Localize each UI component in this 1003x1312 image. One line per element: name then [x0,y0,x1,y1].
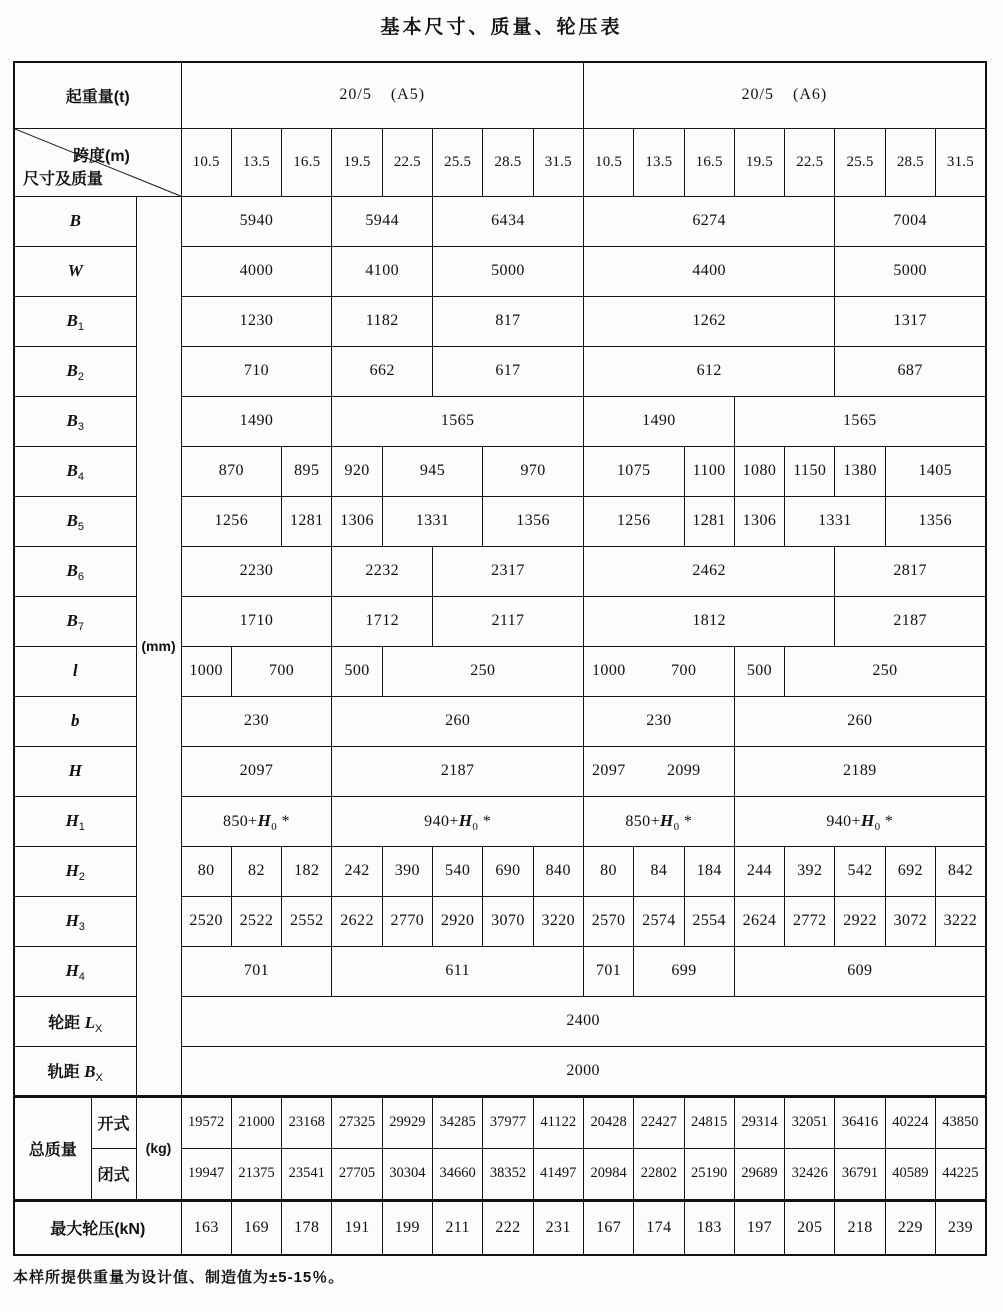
row-label: $B_5$ [14,496,136,546]
value-cell: 23168 [282,1096,332,1148]
value-cell: 2000 [181,1046,986,1096]
value-cell: 37977 [483,1096,533,1148]
value-cell: 32426 [785,1148,835,1200]
value-cell: 260 [332,696,584,746]
value-cell: 2522 [231,896,281,946]
value-cell: 2230 [181,546,332,596]
value-cell: 1565 [332,396,584,446]
value-cell: 1331 [382,496,483,546]
value-cell: 1331 [785,496,886,546]
row-label: $H_1$ [14,796,136,846]
value-cell: 390 [382,846,432,896]
value-cell: 6434 [433,196,584,246]
unit-kg-cell: (kg) [136,1096,181,1200]
value-cell: 1075 [583,446,684,496]
value-cell: $850+H_0$ * [181,796,332,846]
value-cell: 612 [583,346,834,396]
value-cell: 1712 [332,596,433,646]
value-cell: 617 [433,346,584,396]
value-cell: 2570 [583,896,633,946]
span-diagonal-cell [14,128,181,196]
closed-label: 闭式 [91,1148,136,1200]
value-cell: 3222 [936,896,986,946]
row-label: B [14,196,136,246]
value-cell: 250 [785,646,986,696]
value-cell: 184 [684,846,734,896]
footnote: 本样所提供重量为设计值、制造值为±5-15％。 [13,1269,345,1286]
value-cell: 260 [734,696,986,746]
row-label: $B_1$ [14,296,136,346]
value-cell: 2097 [583,746,633,796]
value-cell: $850+H_0$ * [583,796,734,846]
value-cell: 540 [433,846,483,896]
value-cell: 870 [181,446,282,496]
value-cell: 38352 [483,1148,533,1200]
value-cell: 2922 [835,896,885,946]
value-cell: 5000 [433,246,584,296]
value-cell: 36791 [835,1148,885,1200]
value-cell: 174 [634,1200,684,1255]
value-cell: 22802 [634,1148,684,1200]
value-cell: 29689 [734,1148,784,1200]
value-cell: 1080 [734,446,784,496]
value-cell: 692 [885,846,935,896]
value-cell: 4100 [332,246,433,296]
value-cell: 41497 [533,1148,583,1200]
value-cell: 231 [533,1200,583,1255]
value-cell: 40224 [885,1096,935,1148]
value-cell: 609 [734,946,986,996]
value-cell: 1281 [684,496,734,546]
spec-table [13,61,987,1256]
value-cell: 23541 [282,1148,332,1200]
value-cell: 27325 [332,1096,382,1148]
group-a6-header: 20/5 (A6) [583,62,985,128]
wheel-row-label: 最大轮压(kN) [14,1200,181,1255]
value-cell: 218 [835,1200,885,1255]
value-cell: 25190 [684,1148,734,1200]
span-label: 跨度(m) [73,147,130,165]
value-cell: 82 [231,846,281,896]
value-cell: 1100 [684,446,734,496]
value-cell: 4000 [181,246,332,296]
value-cell: 2520 [181,896,231,946]
value-cell: 2574 [634,896,684,946]
value-cell: 19572 [181,1096,231,1148]
value-cell: 44225 [936,1148,986,1200]
capacity-header: 起重量(t) [14,62,181,128]
value-cell: 1710 [181,596,332,646]
span-value-cell: 10.5 [181,128,231,196]
value-cell: 43850 [936,1096,986,1148]
value-cell: 5000 [835,246,986,296]
row-label: l [14,646,136,696]
span-value-cell: 19.5 [734,128,784,196]
value-cell: 2552 [282,896,332,946]
row-label: $B_4$ [14,446,136,496]
value-cell: 244 [734,846,784,896]
value-cell: 842 [936,846,986,896]
value-cell: 30304 [382,1148,432,1200]
value-cell: 20984 [583,1148,633,1200]
header-row-capacity [14,62,986,128]
value-cell: 21375 [231,1148,281,1200]
value-cell: 80 [583,846,633,896]
value-cell: 1306 [734,496,784,546]
value-cell: 700 [634,646,735,696]
value-cell: 41122 [533,1096,583,1148]
value-cell: 1000 [181,646,231,696]
value-cell: 199 [382,1200,432,1255]
value-cell: 1356 [885,496,986,546]
span-value-cell: 22.5 [785,128,835,196]
value-cell: 24815 [684,1096,734,1148]
row-label: W [14,246,136,296]
value-cell: 690 [483,846,533,896]
row-label: 轨距 $B_X$ [14,1046,136,1096]
value-cell: 500 [332,646,382,696]
row-label: $B_7$ [14,596,136,646]
value-cell: $940+H_0$ * [332,796,584,846]
value-cell: 34660 [433,1148,483,1200]
value-cell: 1565 [734,396,986,446]
value-cell: 2097 [181,746,332,796]
value-cell: 183 [684,1200,734,1255]
unit-mm-cell: (mm) [136,196,181,1096]
value-cell: 611 [332,946,584,996]
value-cell: 2554 [684,896,734,946]
value-cell: 32051 [785,1096,835,1148]
value-cell: 5940 [181,196,332,246]
row-label: $B_6$ [14,546,136,596]
value-cell: 197 [734,1200,784,1255]
row-label: $H_4$ [14,946,136,996]
value-cell: 920 [332,446,382,496]
value-cell: 4400 [583,246,834,296]
value-cell: 1490 [181,396,332,446]
page-title: 基本尺寸、质量、轮压表 [380,17,623,38]
row-label: $B_2$ [14,346,136,396]
value-cell: 2770 [382,896,432,946]
value-cell: 230 [181,696,332,746]
row-label: 轮距 $L_X$ [14,996,136,1046]
value-cell: 1306 [332,496,382,546]
value-cell: 169 [231,1200,281,1255]
value-cell: 970 [483,446,584,496]
value-cell: 2772 [785,896,835,946]
value-cell: 178 [282,1200,332,1255]
span-value-cell: 22.5 [382,128,432,196]
value-cell: 701 [181,946,332,996]
value-cell: 1182 [332,296,433,346]
value-cell: 945 [382,446,483,496]
value-cell: 2920 [433,896,483,946]
span-value-cell: 25.5 [433,128,483,196]
value-cell: 2232 [332,546,433,596]
value-cell: 2624 [734,896,784,946]
value-cell: 1317 [835,296,986,346]
value-cell: 3220 [533,896,583,946]
row-label: H [14,746,136,796]
value-cell: 1000 [583,646,633,696]
span-value-cell: 31.5 [936,128,986,196]
value-cell: 687 [835,346,986,396]
value-cell: 191 [332,1200,382,1255]
value-cell: 239 [936,1200,986,1255]
value-cell: 1230 [181,296,332,346]
value-cell: 500 [734,646,784,696]
span-value-cell: 31.5 [533,128,583,196]
row-label: b [14,696,136,746]
value-cell: 662 [332,346,433,396]
value-cell: 29314 [734,1096,784,1148]
group-a5-header: 20/5 (A5) [181,62,583,128]
value-cell: 222 [483,1200,533,1255]
value-cell: 40589 [885,1148,935,1200]
value-cell: 27705 [332,1148,382,1200]
value-cell: 1256 [583,496,684,546]
value-cell: 230 [583,696,734,746]
value-cell: 895 [282,446,332,496]
value-cell: 1356 [483,496,584,546]
value-cell: 1150 [785,446,835,496]
value-cell: 34285 [433,1096,483,1148]
dim-row [14,196,986,246]
header-row-spans [14,128,986,196]
value-cell: 163 [181,1200,231,1255]
value-cell: 19947 [181,1148,231,1200]
value-cell: 542 [835,846,885,896]
value-cell: 167 [583,1200,633,1255]
value-cell: 700 [231,646,332,696]
value-cell: 710 [181,346,332,396]
value-cell: 1380 [835,446,885,496]
value-cell: 250 [382,646,583,696]
value-cell: 2187 [332,746,584,796]
value-cell: 242 [332,846,382,896]
value-cell: 1405 [885,446,986,496]
span-value-cell: 10.5 [583,128,633,196]
value-cell: 21000 [231,1096,281,1148]
span-value-cell: 13.5 [634,128,684,196]
span-value-cell: 19.5 [332,128,382,196]
row-label: $B_3$ [14,396,136,446]
row-label: $H_3$ [14,896,136,946]
value-cell: 5944 [332,196,433,246]
value-cell: 20428 [583,1096,633,1148]
value-cell: 392 [785,846,835,896]
value-cell: 2622 [332,896,382,946]
span-value-cell: 16.5 [684,128,734,196]
value-cell: 1256 [181,496,282,546]
value-cell: 1262 [583,296,834,346]
value-cell: 1281 [282,496,332,546]
value-cell: 7004 [835,196,986,246]
value-cell: 3072 [885,896,935,946]
span-value-cell: 28.5 [885,128,935,196]
span-value-cell: 16.5 [282,128,332,196]
value-cell: 817 [433,296,584,346]
value-cell: 3070 [483,896,533,946]
value-cell: 29929 [382,1096,432,1148]
wheel-row [14,1200,986,1255]
value-cell: 1812 [583,596,834,646]
value-cell: 2317 [433,546,584,596]
value-cell: 205 [785,1200,835,1255]
open-label: 开式 [91,1096,136,1148]
value-cell: 2817 [835,546,986,596]
dim-label: 尺寸及质量 [23,170,104,188]
mass-row-open [14,1096,986,1148]
row-label: $H_2$ [14,846,136,896]
value-cell: 80 [181,846,231,896]
value-cell: 36416 [835,1096,885,1148]
value-cell: 2400 [181,996,986,1046]
value-cell: 1490 [583,396,734,446]
mass-label: 总质量 [14,1096,91,1200]
value-cell: 2189 [734,746,986,796]
value-cell: 84 [634,846,684,896]
value-cell: 2099 [634,746,735,796]
value-cell: 701 [583,946,633,996]
value-cell: 2462 [583,546,834,596]
value-cell: 2117 [433,596,584,646]
value-cell: 6274 [583,196,834,246]
value-cell: 182 [282,846,332,896]
value-cell: 840 [533,846,583,896]
span-value-cell: 25.5 [835,128,885,196]
value-cell: 22427 [634,1096,684,1148]
value-cell: 229 [885,1200,935,1255]
value-cell: 2187 [835,596,986,646]
value-cell: $940+H_0$ * [734,796,986,846]
span-value-cell: 13.5 [231,128,281,196]
value-cell: 211 [433,1200,483,1255]
span-value-cell: 28.5 [483,128,533,196]
value-cell: 699 [634,946,735,996]
